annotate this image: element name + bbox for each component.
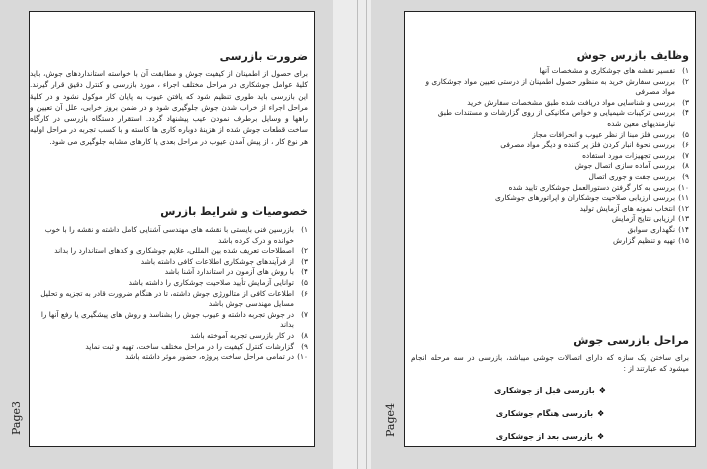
section-paragraph: برای حصول از اطمینان از کیفیت جوش و مطابقت آن با خواسته استانداردهای جوش، باید کلیهٔ عوامل جوشکاری در مراحل مختلف اجراء ، مورد بازرسی و کنترل دقیق قرار گیرند. این بازرسی باید طوری تنظیم شود که یافتن عیوب به پایان کار موکول نشود و در کلیهٔ مراحل اجراء از خراب شدن جوش جلوگیری شود و در ضمن بروز خرابی، علل آن تعیین و راهها و وسایل برطرف نمودن عیب پیشنهاد گردد. استقرار دستگاه بازرسی در کارگاه ساخت قطعات جوش شده از هزینهٔ دوباره کاری ها کاسته و با کسب تجربه در مراحل اولیه هر نوع کار ، از پیش آمدن عیوب در مراحل بعدی یا کارهای مشابه جلوگیری می شود. xyxy=(30,69,308,146)
list-item: ۵) بررسی فلز مبنا از نظر عیوب و انحرافات مجاز xyxy=(532,129,689,139)
diamond-bullet-icon: ❖ xyxy=(598,385,606,395)
section-inspector-qualifications xyxy=(30,205,308,363)
duties-list xyxy=(411,66,689,246)
section-title: وظایف بازرس جوش xyxy=(576,49,689,62)
section-title: مراحل بازرسی جوش xyxy=(573,334,689,347)
list-item: ۴) بررسی ترکیبات شیمیایی و خواص مکانیکی از روی گزارشات و مستندات طبق نیازمندیهای معین شده xyxy=(437,108,689,128)
list-item: ۷) در جوش تجربه داشته و عیوب جوش را بشناسد و روش های پیشگیری یا رفع آنها را بداند xyxy=(40,309,308,330)
list-item: ۱) تفسیر نقشه های جوشکاری و مشخصات آنها xyxy=(539,66,689,75)
list-item: ۸) بررسی آماده سازی اتصال جوش xyxy=(574,161,689,171)
list-item: ۱) بازرسین فنی بایستی با نقشه های مهندسی آشنایی کامل داشته و نقشه را با خوب خوانده و درک کرده باشد xyxy=(44,225,308,245)
page-gap-line xyxy=(357,0,358,469)
list-item: ۱۰) بررسی به کار گرفتن دستورالعمل جوشکاری تایید شده xyxy=(508,182,689,192)
document-page-4 xyxy=(384,11,696,447)
document-page-3 xyxy=(10,11,315,447)
section-paragraph: برای ساختن یک سازه که دارای اتصالات جوشی میباشد، بازرسی در سه مرحله انجام میشود که عبارتند از : xyxy=(411,353,689,374)
list-item: ۱۰) در تمامی مراحل ساخت پروژه، حضور موثر داشته باشد xyxy=(125,352,308,362)
list-item: ۱۴) نگهداری سوابق xyxy=(627,224,689,234)
list-item: ۶) اطلاعات کافی از متالورژی جوش داشته، تا در هنگام ضرورت قادر به تجزیه و تحلیل مسایل مهندسی جوش باشد xyxy=(40,288,308,309)
section-inspection-necessity xyxy=(30,50,308,147)
list-item: ❖بازرسی هنگام جوشکاری xyxy=(495,408,605,418)
qualifications-list xyxy=(30,225,308,363)
list-item: ۳) بررسی و شناسایی مواد دریافت شده طبق مشخصات سفارش خرید xyxy=(467,97,689,107)
list-item: ❖بازرسی بعد از جوشکاری xyxy=(495,431,605,441)
list-item: ۲) بررسی سفارش خرید به منظور حصول اطمینان از درستی تعیین مواد جوشکاری و مواد مصرفی xyxy=(425,76,689,97)
section-inspection-stages xyxy=(411,334,689,454)
list-item: ۷) بررسی تجهیزات مورد استفاده xyxy=(582,150,689,160)
diamond-bullet-icon: ❖ xyxy=(597,431,605,441)
list-item: ۵) توانایی آزمایش تأیید صلاحیت جوشکاری را داشته باشد xyxy=(128,277,308,287)
page-label: Page4 xyxy=(384,402,397,437)
list-item: ۱۳) ارزیابی نتایج آزمایش xyxy=(611,214,689,224)
list-item: ۸) در کار بازرسی تجربه آموخته باشد xyxy=(190,330,308,340)
list-item: ۶) بررسی نحوهٔ انبار کردن فلز پر کننده و دیگر مواد مصرفی xyxy=(500,140,689,150)
list-item: ۱۲) انتخاب نمونه های آزمایش تولید xyxy=(579,203,689,213)
list-item: ۳) از فرآیندهای جوشکاری اطلاعات کافی داشته باشد xyxy=(140,256,308,266)
section-title: خصوصیات و شرایط بازرس xyxy=(160,205,308,218)
list-item: ۲) اصطلاحات تعریف شده بین المللی، علایم جوشکاری و کدهای استاندارد را بداند xyxy=(54,246,308,256)
page-gap-line xyxy=(366,0,367,469)
list-item: ❖بازرسی قبل از جوشکاری xyxy=(494,385,606,395)
list-item: ۴) با روش های آزمون در استاندارد آشنا باشد xyxy=(164,267,308,277)
section-inspector-duties xyxy=(411,49,689,246)
list-item: ۹) گزارشات کنترل کیفیت را در مراحل مختلف ساخت، تهیه و ثبت نماید xyxy=(85,341,308,351)
diamond-bullet-icon: ❖ xyxy=(597,408,605,418)
list-item: ۹) بررسی جفت و جوری اتصال xyxy=(588,171,689,181)
stages-list xyxy=(411,385,689,443)
list-item: ۱۱) بررسی ارزیابی صلاحیت جوشکاران و اپراتورهای جوشکاری xyxy=(494,193,689,203)
section-title: ضرورت بازرسی xyxy=(219,50,308,63)
list-item: ۱۵) تهیه و تنظیم گزارش xyxy=(612,235,689,245)
page-label: Page3 xyxy=(10,400,23,435)
